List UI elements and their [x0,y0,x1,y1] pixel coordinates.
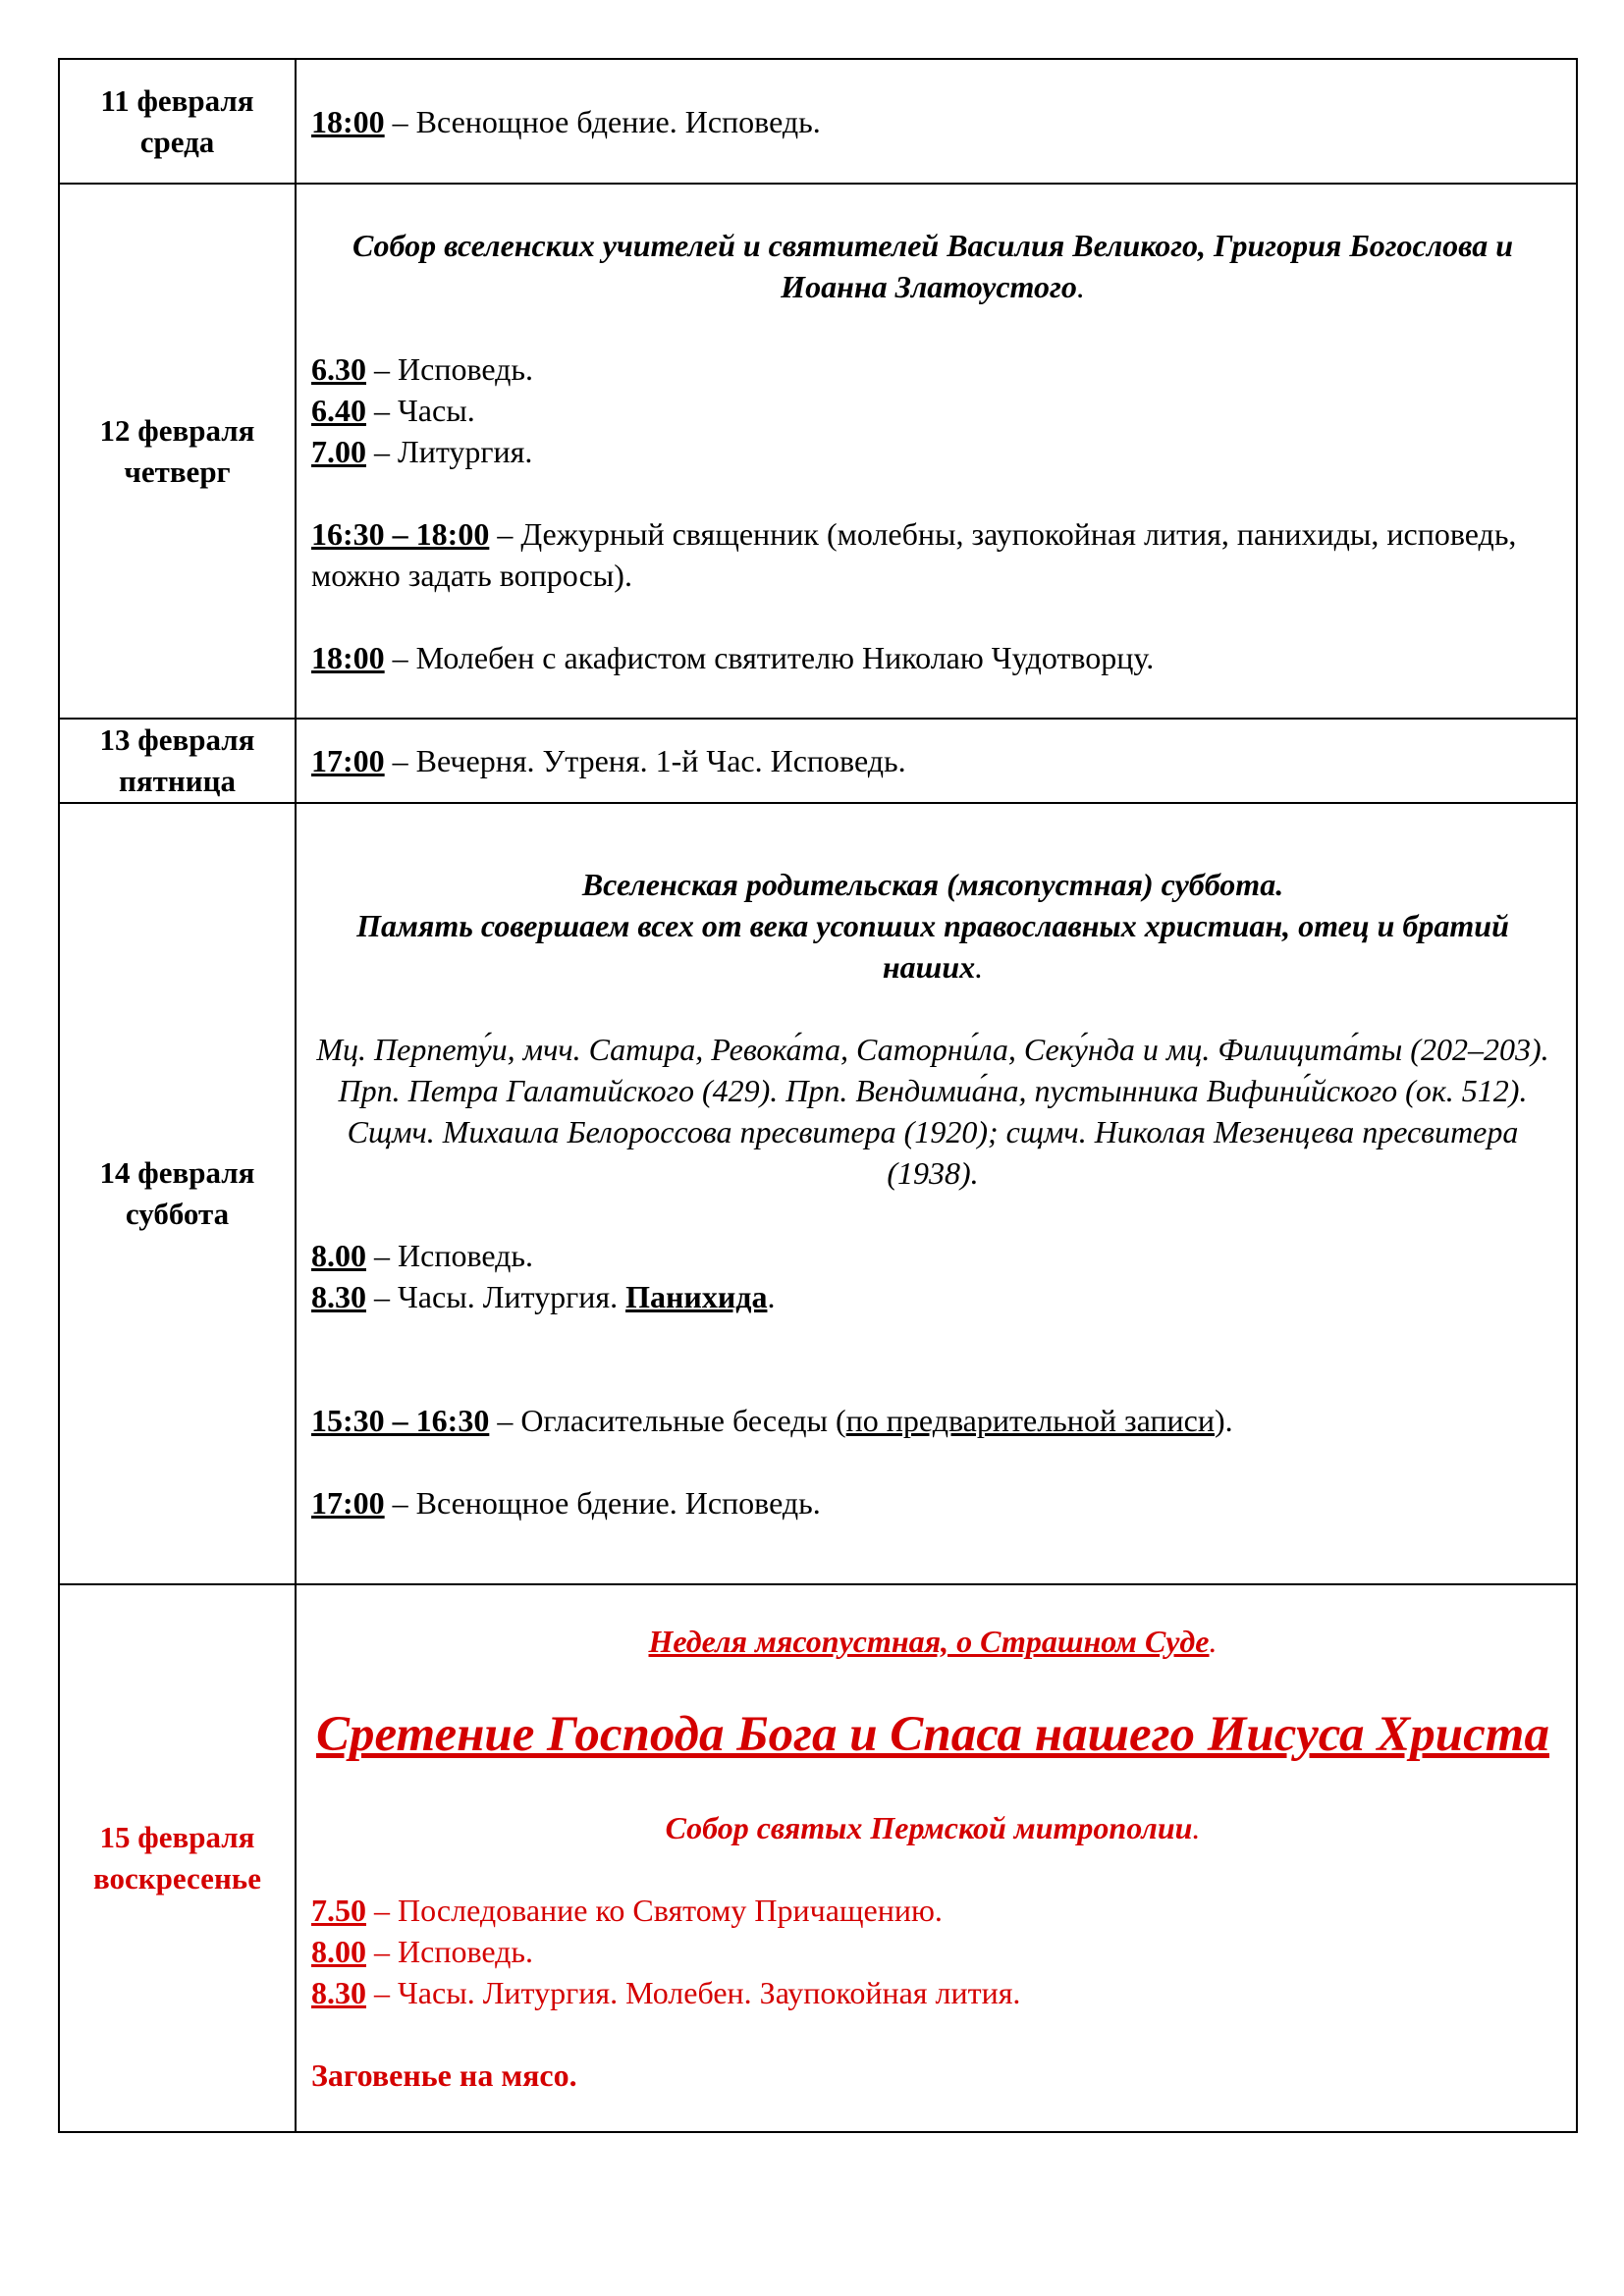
fast-note: Заговенье на мясо. [311,2057,577,2093]
service-item [311,1931,1554,1972]
service-time: 18:00 [311,103,385,139]
feast-subtitle: Память совершаем всех от века усопших православных христиан, отец и братий наших. [356,908,1509,985]
date-cell [59,719,296,803]
registration-link[interactable]: по предварительной записи [845,1403,1215,1438]
service-item [311,740,1554,781]
service-text: – Часы. Литургия. [366,1279,626,1314]
date-label: 12 февраля [99,412,255,448]
service-text: – Исповедь. [366,1934,534,1969]
date-label: 14 февраля [99,1155,255,1190]
services-cell [296,719,1577,803]
service-text: – Исповедь. [366,350,534,387]
service-text: – Вечерня. Утреня. 1-й Час. Исповедь. [384,743,906,778]
service-item [311,637,1554,678]
council-title: Собор святых Пермской митрополии. [665,1810,1201,1845]
service-item [311,431,1554,472]
service-item [311,513,1554,596]
services-cell [296,59,1577,184]
great-feast-title: Сретение Господа Бога и Спаса нашего Иисуса Христа [316,1707,1549,1762]
service-time: 17:00 [311,1485,385,1521]
weekday-label: суббота [125,1197,230,1231]
service-text: – Часы. Литургия. Молебен. Заупокойная лития. [366,1975,1021,2010]
date-label: 11 февраля [100,82,254,118]
date-cell [59,803,296,1584]
services-cell [296,184,1577,719]
service-time: 15:30 – 16:30 [311,1403,490,1438]
service-item [311,101,1554,142]
service-text: – Молебен с акафистом святителю Николаю Чудотворцу. [384,639,1155,675]
service-item [311,1235,1554,1276]
schedule-table [58,58,1578,2133]
service-item: 8.30 – Часы. Литургия. Панихида. [311,1279,776,1314]
service-text: – Исповедь. [366,1238,534,1273]
schedule-row-feb-12 [59,184,1577,719]
service-text: – Часы. [366,392,475,428]
panikhida-label: Панихида [625,1279,768,1314]
sunday-title: Неделя мясопустная, о Страшном Суде. [648,1624,1218,1659]
service-item: 15:30 – 16:30 – Огласительные беседы (по предварительной записи). [311,1403,1233,1438]
service-text: – Литургия. [366,433,533,469]
weekday-label: четверг [124,454,231,489]
feast-title: Вселенская родительская (мясопустная) суббота. [581,867,1284,902]
service-time: 7.00 [311,433,366,469]
service-time: 18:00 [311,639,385,675]
service-item [311,348,1554,390]
weekday-label: среда [139,124,215,159]
service-time: 8.00 [311,1238,366,1273]
feast-title: Собор вселенских учителей и святителей Василия Великого, Григория Богослова и Иоанна Златоустого. [352,227,1513,304]
service-item [311,1482,1554,1523]
date-cell [59,1584,296,2132]
service-time: 7.50 [311,1893,366,1928]
service-time: 8.30 [311,1279,366,1314]
date-label: 15 февраля [99,1820,255,1854]
service-text: – Дежурный священник (молебны, заупокойная лития, панихиды, исповедь, можно задать вопросы). [311,515,1517,593]
service-time: 17:00 [311,743,385,778]
saints-commemoration: Мц. Перпету́и, мчч. Сатира, Ревока́та, Саторни́ла, Секу́нда и мц. Филицита́ты (202–203). Прп. Петра Галатийского (429). Прп. Вендимиа́на, пустынника Вифини́йского (ок. 512). [316,1032,1549,1108]
date-label: 13 февраля [99,722,255,757]
service-time: 8.00 [311,1934,366,1969]
service-item [311,390,1554,431]
services-cell [296,1584,1577,2132]
service-time: 16:30 – 18:00 [311,515,490,552]
services-cell [296,803,1577,1584]
service-time: 8.30 [311,1975,366,2010]
schedule-row-feb-14 [59,803,1577,1584]
weekday-label: пятница [119,764,236,798]
weekday-label: воскресенье [93,1861,261,1896]
service-text: – Последование ко Святому Причащению. [366,1893,943,1928]
schedule-row-feb-11 [59,59,1577,184]
service-text: – Всенощное бдение. Исповедь. [384,103,821,139]
date-cell [59,184,296,719]
date-cell [59,59,296,184]
service-text: – Всенощное бдение. Исповедь. [384,1485,821,1521]
service-item [311,1972,1554,2013]
service-item [311,1890,1554,1931]
schedule-row-feb-15 [59,1584,1577,2132]
service-time: 6.40 [311,392,366,428]
schedule-row-feb-13 [59,719,1577,803]
service-text: – Огласительные беседы ( [489,1403,846,1438]
service-time: 6.30 [311,350,366,387]
saints-commemoration: Сщмч. Михаила Белороссова пресвитера (1920); сщмч. Николая Мезенцева пресвитера (1938). [347,1114,1519,1191]
